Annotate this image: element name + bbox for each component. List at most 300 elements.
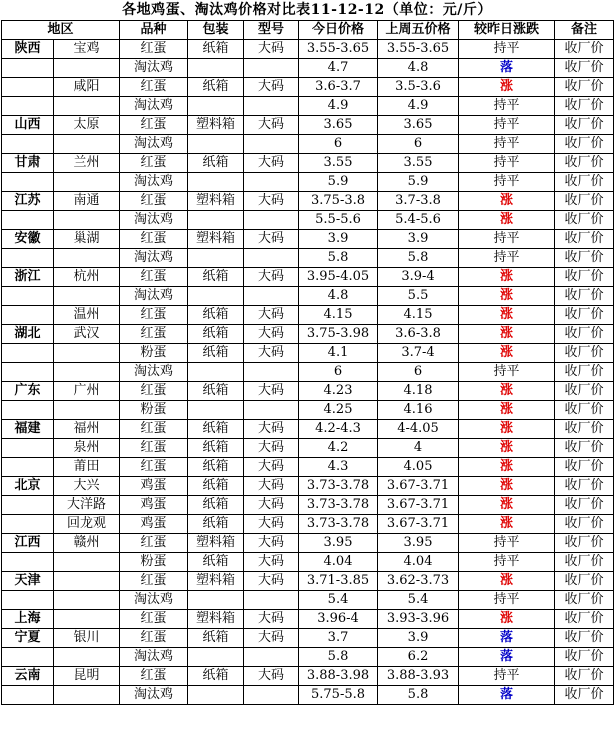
kind-cell: 红蛋 xyxy=(120,306,188,325)
lastfri-price-cell: 3.62-3.73 xyxy=(378,572,459,591)
size-cell: 大码 xyxy=(244,439,299,458)
note-cell: 收厂价 xyxy=(555,116,614,135)
city-cell: 昆明 xyxy=(54,667,120,686)
size-cell xyxy=(244,249,299,268)
today-price-cell: 5.9 xyxy=(299,173,378,192)
change-cell: 涨 xyxy=(459,268,555,287)
table-row xyxy=(2,268,614,287)
note-cell: 收厂价 xyxy=(555,344,614,363)
change-cell: 落 xyxy=(459,59,555,78)
table-row xyxy=(2,686,614,705)
note-cell: 收厂价 xyxy=(555,572,614,591)
size-cell xyxy=(244,686,299,705)
change-cell: 落 xyxy=(459,648,555,667)
size-cell: 大码 xyxy=(244,192,299,211)
kind-cell: 鸡蛋 xyxy=(120,496,188,515)
kind-cell: 鸡蛋 xyxy=(120,515,188,534)
note-cell: 收厂价 xyxy=(555,306,614,325)
lastfri-price-cell: 3.67-3.71 xyxy=(378,496,459,515)
change-cell: 持平 xyxy=(459,154,555,173)
today-price-cell: 4.25 xyxy=(299,401,378,420)
size-cell: 大码 xyxy=(244,116,299,135)
size-cell xyxy=(244,401,299,420)
city-cell: 太原 xyxy=(54,116,120,135)
note-cell: 收厂价 xyxy=(555,40,614,59)
pack-cell xyxy=(188,135,244,154)
pack-cell xyxy=(188,59,244,78)
size-cell: 大码 xyxy=(244,458,299,477)
lastfri-price-cell: 3.95 xyxy=(378,534,459,553)
table-row xyxy=(2,629,614,648)
lastfri-price-cell: 4 xyxy=(378,439,459,458)
pack-cell: 纸箱 xyxy=(188,458,244,477)
table-row xyxy=(2,287,614,306)
city-cell: 巢湖 xyxy=(54,230,120,249)
table-row xyxy=(2,325,614,344)
table-row xyxy=(2,344,614,363)
lastfri-price-cell: 4.18 xyxy=(378,382,459,401)
pack-cell: 纸箱 xyxy=(188,553,244,572)
city-cell: 银川 xyxy=(54,629,120,648)
city-cell xyxy=(54,97,120,116)
province-cell: 北京 xyxy=(2,477,54,496)
table-row xyxy=(2,306,614,325)
note-cell: 收厂价 xyxy=(555,667,614,686)
size-cell xyxy=(244,97,299,116)
pack-cell xyxy=(188,591,244,610)
size-cell: 大码 xyxy=(244,230,299,249)
pack-cell: 纸箱 xyxy=(188,496,244,515)
header-note: 备注 xyxy=(555,21,614,40)
pack-cell xyxy=(188,648,244,667)
lastfri-price-cell: 3.9-4 xyxy=(378,268,459,287)
today-price-cell: 3.96-4 xyxy=(299,610,378,629)
province-cell: 甘肃 xyxy=(2,154,54,173)
kind-cell: 淘汰鸡 xyxy=(120,97,188,116)
lastfri-price-cell: 4.15 xyxy=(378,306,459,325)
province-cell: 云南 xyxy=(2,667,54,686)
kind-cell: 红蛋 xyxy=(120,420,188,439)
table-row xyxy=(2,515,614,534)
kind-cell: 红蛋 xyxy=(120,116,188,135)
size-cell: 大码 xyxy=(244,553,299,572)
change-cell: 持平 xyxy=(459,667,555,686)
today-price-cell: 3.55-3.65 xyxy=(299,40,378,59)
lastfri-price-cell: 3.67-3.71 xyxy=(378,515,459,534)
city-cell: 温州 xyxy=(54,306,120,325)
pack-cell: 纸箱 xyxy=(188,439,244,458)
city-cell xyxy=(54,591,120,610)
pack-cell: 塑料箱 xyxy=(188,572,244,591)
size-cell xyxy=(244,591,299,610)
size-cell: 大码 xyxy=(244,420,299,439)
pack-cell: 纸箱 xyxy=(188,667,244,686)
change-cell: 持平 xyxy=(459,97,555,116)
pack-cell xyxy=(188,249,244,268)
change-cell: 涨 xyxy=(459,420,555,439)
pack-cell xyxy=(188,686,244,705)
note-cell: 收厂价 xyxy=(555,401,614,420)
today-price-cell: 4.04 xyxy=(299,553,378,572)
province-cell xyxy=(2,648,54,667)
kind-cell: 粉蛋 xyxy=(120,401,188,420)
lastfri-price-cell: 3.9 xyxy=(378,629,459,648)
city-cell: 莆田 xyxy=(54,458,120,477)
table-row xyxy=(2,610,614,629)
pack-cell xyxy=(188,211,244,230)
lastfri-price-cell: 4.04 xyxy=(378,553,459,572)
province-cell: 湖北 xyxy=(2,325,54,344)
pack-cell: 纸箱 xyxy=(188,306,244,325)
today-price-cell: 3.88-3.98 xyxy=(299,667,378,686)
change-cell: 持平 xyxy=(459,249,555,268)
price-comparison-table xyxy=(1,20,614,705)
lastfri-price-cell: 5.8 xyxy=(378,686,459,705)
size-cell: 大码 xyxy=(244,610,299,629)
province-cell xyxy=(2,249,54,268)
note-cell: 收厂价 xyxy=(555,439,614,458)
table-row xyxy=(2,591,614,610)
pack-cell: 纸箱 xyxy=(188,154,244,173)
province-cell: 陕西 xyxy=(2,40,54,59)
city-cell xyxy=(54,686,120,705)
province-cell xyxy=(2,553,54,572)
change-cell: 涨 xyxy=(459,572,555,591)
province-cell: 江西 xyxy=(2,534,54,553)
size-cell: 大码 xyxy=(244,515,299,534)
table-row xyxy=(2,477,614,496)
note-cell: 收厂价 xyxy=(555,648,614,667)
today-price-cell: 5.8 xyxy=(299,648,378,667)
city-cell: 回龙观 xyxy=(54,515,120,534)
note-cell: 收厂价 xyxy=(555,363,614,382)
province-cell: 宁夏 xyxy=(2,629,54,648)
size-cell: 大码 xyxy=(244,344,299,363)
kind-cell: 鸡蛋 xyxy=(120,477,188,496)
kind-cell: 红蛋 xyxy=(120,40,188,59)
note-cell: 收厂价 xyxy=(555,249,614,268)
lastfri-price-cell: 5.5 xyxy=(378,287,459,306)
city-cell: 杭州 xyxy=(54,268,120,287)
lastfri-price-cell: 4.05 xyxy=(378,458,459,477)
size-cell: 大码 xyxy=(244,40,299,59)
table-row xyxy=(2,420,614,439)
change-cell: 涨 xyxy=(459,477,555,496)
city-cell xyxy=(54,363,120,382)
header-lastfri: 上周五价格 xyxy=(378,21,459,40)
pack-cell: 纸箱 xyxy=(188,629,244,648)
lastfri-price-cell: 3.55 xyxy=(378,154,459,173)
kind-cell: 红蛋 xyxy=(120,268,188,287)
change-cell: 落 xyxy=(459,629,555,648)
pack-cell xyxy=(188,97,244,116)
size-cell: 大码 xyxy=(244,325,299,344)
province-cell xyxy=(2,344,54,363)
today-price-cell: 4.1 xyxy=(299,344,378,363)
city-cell: 泉州 xyxy=(54,439,120,458)
size-cell: 大码 xyxy=(244,496,299,515)
size-cell xyxy=(244,173,299,192)
city-cell: 大兴 xyxy=(54,477,120,496)
header-kind: 品种 xyxy=(120,21,188,40)
lastfri-price-cell: 4-4.05 xyxy=(378,420,459,439)
city-cell xyxy=(54,135,120,154)
lastfri-price-cell: 3.88-3.93 xyxy=(378,667,459,686)
pack-cell: 纸箱 xyxy=(188,515,244,534)
table-row xyxy=(2,458,614,477)
city-cell xyxy=(54,59,120,78)
lastfri-price-cell: 3.55-3.65 xyxy=(378,40,459,59)
lastfri-price-cell: 6.2 xyxy=(378,648,459,667)
table-row xyxy=(2,572,614,591)
table-row xyxy=(2,135,614,154)
header-size: 型号 xyxy=(244,21,299,40)
note-cell: 收厂价 xyxy=(555,59,614,78)
province-cell xyxy=(2,686,54,705)
change-cell: 涨 xyxy=(459,344,555,363)
city-cell xyxy=(54,572,120,591)
province-cell xyxy=(2,135,54,154)
note-cell: 收厂价 xyxy=(555,686,614,705)
today-price-cell: 3.65 xyxy=(299,116,378,135)
note-cell: 收厂价 xyxy=(555,192,614,211)
province-cell xyxy=(2,458,54,477)
table-row xyxy=(2,363,614,382)
province-cell xyxy=(2,591,54,610)
today-price-cell: 3.9 xyxy=(299,230,378,249)
today-price-cell: 3.73-3.78 xyxy=(299,477,378,496)
change-cell: 涨 xyxy=(459,458,555,477)
pack-cell: 纸箱 xyxy=(188,40,244,59)
change-cell: 涨 xyxy=(459,306,555,325)
lastfri-price-cell: 3.9 xyxy=(378,230,459,249)
province-cell xyxy=(2,211,54,230)
kind-cell: 红蛋 xyxy=(120,325,188,344)
lastfri-price-cell: 4.8 xyxy=(378,59,459,78)
pack-cell: 纸箱 xyxy=(188,344,244,363)
change-cell: 涨 xyxy=(459,78,555,97)
change-cell: 持平 xyxy=(459,135,555,154)
size-cell xyxy=(244,135,299,154)
pack-cell: 纸箱 xyxy=(188,78,244,97)
pack-cell xyxy=(188,173,244,192)
lastfri-price-cell: 3.93-3.96 xyxy=(378,610,459,629)
change-cell: 涨 xyxy=(459,211,555,230)
kind-cell: 红蛋 xyxy=(120,230,188,249)
change-cell: 持平 xyxy=(459,173,555,192)
note-cell: 收厂价 xyxy=(555,173,614,192)
province-cell xyxy=(2,97,54,116)
change-cell: 涨 xyxy=(459,192,555,211)
kind-cell: 淘汰鸡 xyxy=(120,135,188,154)
kind-cell: 红蛋 xyxy=(120,572,188,591)
today-price-cell: 5.5-5.6 xyxy=(299,211,378,230)
note-cell: 收厂价 xyxy=(555,496,614,515)
kind-cell: 红蛋 xyxy=(120,610,188,629)
note-cell: 收厂价 xyxy=(555,591,614,610)
table-row xyxy=(2,78,614,97)
size-cell: 大码 xyxy=(244,629,299,648)
note-cell: 收厂价 xyxy=(555,325,614,344)
province-cell xyxy=(2,78,54,97)
city-cell: 赣州 xyxy=(54,534,120,553)
header-region: 地区 xyxy=(2,21,120,40)
province-cell xyxy=(2,59,54,78)
province-cell xyxy=(2,173,54,192)
province-cell xyxy=(2,439,54,458)
note-cell: 收厂价 xyxy=(555,458,614,477)
change-cell: 持平 xyxy=(459,116,555,135)
pack-cell: 塑料箱 xyxy=(188,230,244,249)
today-price-cell: 5.8 xyxy=(299,249,378,268)
kind-cell: 红蛋 xyxy=(120,534,188,553)
kind-cell: 红蛋 xyxy=(120,667,188,686)
note-cell: 收厂价 xyxy=(555,97,614,116)
size-cell: 大码 xyxy=(244,534,299,553)
kind-cell: 淘汰鸡 xyxy=(120,173,188,192)
table-row xyxy=(2,496,614,515)
note-cell: 收厂价 xyxy=(555,211,614,230)
lastfri-price-cell: 3.7-4 xyxy=(378,344,459,363)
kind-cell: 粉蛋 xyxy=(120,344,188,363)
province-cell: 浙江 xyxy=(2,268,54,287)
today-price-cell: 3.6-3.7 xyxy=(299,78,378,97)
province-cell: 天津 xyxy=(2,572,54,591)
today-price-cell: 4.8 xyxy=(299,287,378,306)
table-row xyxy=(2,249,614,268)
pack-cell: 纸箱 xyxy=(188,382,244,401)
pack-cell: 塑料箱 xyxy=(188,192,244,211)
table-row xyxy=(2,116,614,135)
kind-cell: 淘汰鸡 xyxy=(120,591,188,610)
city-cell: 兰州 xyxy=(54,154,120,173)
table-row xyxy=(2,553,614,572)
today-price-cell: 4.9 xyxy=(299,97,378,116)
change-cell: 落 xyxy=(459,686,555,705)
change-cell: 持平 xyxy=(459,553,555,572)
note-cell: 收厂价 xyxy=(555,515,614,534)
size-cell: 大码 xyxy=(244,268,299,287)
city-cell: 武汉 xyxy=(54,325,120,344)
size-cell: 大码 xyxy=(244,382,299,401)
kind-cell: 红蛋 xyxy=(120,458,188,477)
kind-cell: 粉蛋 xyxy=(120,553,188,572)
province-cell xyxy=(2,496,54,515)
table-row xyxy=(2,534,614,553)
city-cell xyxy=(54,553,120,572)
table-row xyxy=(2,97,614,116)
province-cell: 广东 xyxy=(2,382,54,401)
size-cell xyxy=(244,287,299,306)
province-cell xyxy=(2,363,54,382)
city-cell: 大洋路 xyxy=(54,496,120,515)
kind-cell: 红蛋 xyxy=(120,382,188,401)
pack-cell: 塑料箱 xyxy=(188,534,244,553)
today-price-cell: 4.2 xyxy=(299,439,378,458)
kind-cell: 红蛋 xyxy=(120,78,188,97)
note-cell: 收厂价 xyxy=(555,78,614,97)
today-price-cell: 4.15 xyxy=(299,306,378,325)
today-price-cell: 5.4 xyxy=(299,591,378,610)
lastfri-price-cell: 3.65 xyxy=(378,116,459,135)
province-cell: 江苏 xyxy=(2,192,54,211)
province-cell xyxy=(2,401,54,420)
table-row xyxy=(2,211,614,230)
change-cell: 涨 xyxy=(459,439,555,458)
kind-cell: 红蛋 xyxy=(120,629,188,648)
city-cell: 广州 xyxy=(54,382,120,401)
table-row xyxy=(2,154,614,173)
province-cell: 安徽 xyxy=(2,230,54,249)
pack-cell xyxy=(188,287,244,306)
province-cell xyxy=(2,515,54,534)
note-cell: 收厂价 xyxy=(555,154,614,173)
change-cell: 持平 xyxy=(459,534,555,553)
size-cell xyxy=(244,363,299,382)
note-cell: 收厂价 xyxy=(555,553,614,572)
kind-cell: 红蛋 xyxy=(120,192,188,211)
table-row xyxy=(2,382,614,401)
note-cell: 收厂价 xyxy=(555,477,614,496)
table-row xyxy=(2,173,614,192)
province-cell: 上海 xyxy=(2,610,54,629)
city-cell xyxy=(54,344,120,363)
size-cell xyxy=(244,648,299,667)
note-cell: 收厂价 xyxy=(555,534,614,553)
today-price-cell: 4.2-4.3 xyxy=(299,420,378,439)
lastfri-price-cell: 3.67-3.71 xyxy=(378,477,459,496)
change-cell: 持平 xyxy=(459,363,555,382)
today-price-cell: 3.55 xyxy=(299,154,378,173)
today-price-cell: 3.95-4.05 xyxy=(299,268,378,287)
city-cell xyxy=(54,173,120,192)
change-cell: 涨 xyxy=(459,401,555,420)
size-cell xyxy=(244,59,299,78)
today-price-cell: 3.7 xyxy=(299,629,378,648)
city-cell: 福州 xyxy=(54,420,120,439)
change-cell: 涨 xyxy=(459,515,555,534)
table-row xyxy=(2,667,614,686)
size-cell: 大码 xyxy=(244,78,299,97)
city-cell xyxy=(54,249,120,268)
kind-cell: 红蛋 xyxy=(120,439,188,458)
kind-cell: 淘汰鸡 xyxy=(120,59,188,78)
pack-cell: 纸箱 xyxy=(188,325,244,344)
change-cell: 持平 xyxy=(459,591,555,610)
change-cell: 涨 xyxy=(459,325,555,344)
size-cell xyxy=(244,211,299,230)
note-cell: 收厂价 xyxy=(555,629,614,648)
kind-cell: 红蛋 xyxy=(120,154,188,173)
city-cell: 咸阳 xyxy=(54,78,120,97)
table-title: 各地鸡蛋、淘汰鸡价格对比表11-12-12（单位：元/斤） xyxy=(122,2,492,18)
city-cell xyxy=(54,287,120,306)
city-cell xyxy=(54,648,120,667)
table-row xyxy=(2,59,614,78)
pack-cell: 纸箱 xyxy=(188,420,244,439)
note-cell: 收厂价 xyxy=(555,382,614,401)
size-cell: 大码 xyxy=(244,306,299,325)
table-row xyxy=(2,439,614,458)
city-cell xyxy=(54,610,120,629)
province-cell xyxy=(2,306,54,325)
lastfri-price-cell: 6 xyxy=(378,363,459,382)
lastfri-price-cell: 5.9 xyxy=(378,173,459,192)
pack-cell xyxy=(188,363,244,382)
today-price-cell: 6 xyxy=(299,363,378,382)
pack-cell: 塑料箱 xyxy=(188,610,244,629)
today-price-cell: 3.95 xyxy=(299,534,378,553)
